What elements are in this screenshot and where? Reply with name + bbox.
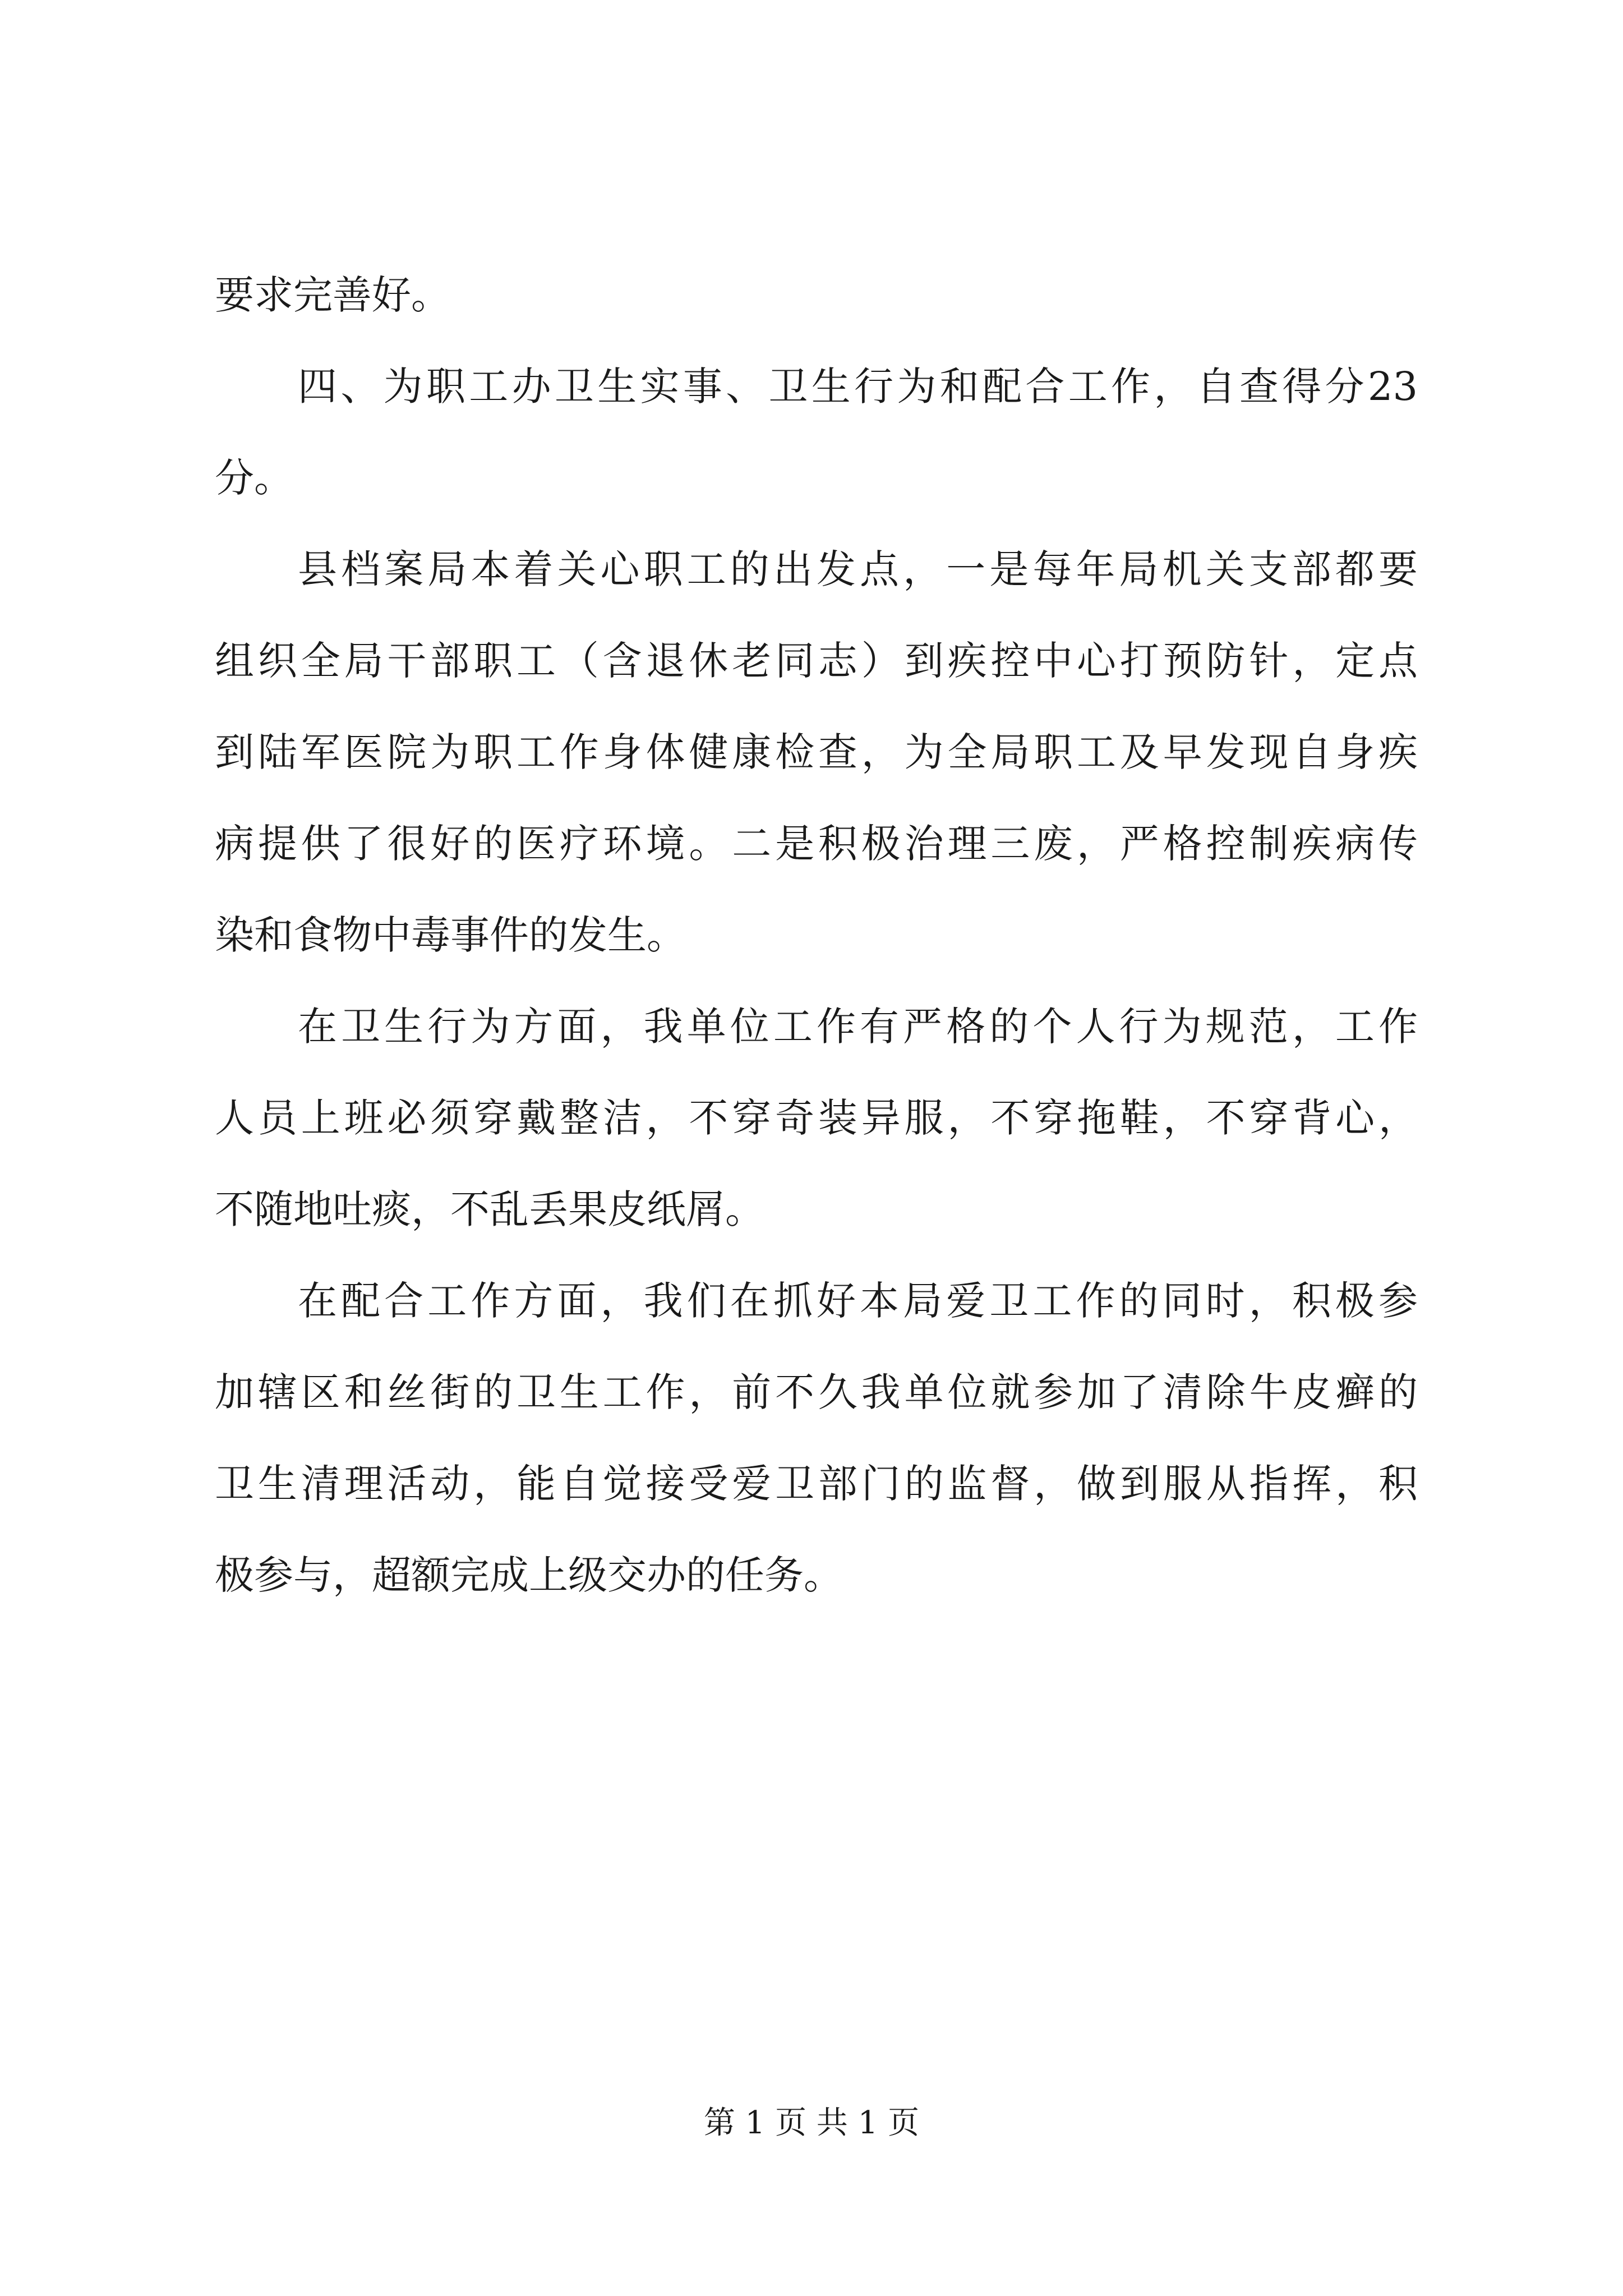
text-line: 人员上班必须穿戴整洁，不穿奇装异服，不穿拖鞋，不穿背心， xyxy=(215,1095,1418,1141)
text-line: 县档案局本着关心职工的出发点，一是每年局机关支部都要 xyxy=(298,546,1418,592)
text-line: 极参与，超额完成上级交办的任务。 xyxy=(215,1552,843,1598)
document-body xyxy=(215,250,1418,1621)
text-line: 在配合工作方面，我们在抓好本局爱卫工作的同时，积极参 xyxy=(298,1278,1418,1324)
text-line: 染和食物中毒事件的发生。 xyxy=(215,912,686,958)
text-line: 不随地吐痰，不乱丢果皮纸屑。 xyxy=(215,1186,764,1232)
text-line: 病提供了很好的医疗环境。二是积极治理三废，严格控制疾病传 xyxy=(215,821,1418,867)
text-line: 四、为职工办卫生实事、卫生行为和配合工作，自查得分23 xyxy=(298,364,1418,409)
text-line: 加辖区和丝街的卫生工作，前不久我单位就参加了清除牛皮癣的 xyxy=(215,1369,1418,1415)
text-line: 组织全局干部职工（含退休老同志）到疾控中心打预防针，定点 xyxy=(215,638,1418,684)
page-number-footer: 第 1 页 共 1 页 xyxy=(703,2105,920,2141)
text-line: 在卫生行为方面，我单位工作有严格的个人行为规范，工作 xyxy=(298,1004,1418,1050)
text-line: 卫生清理活动，能自觉接受爱卫部门的监督，做到服从指挥，积 xyxy=(215,1461,1418,1507)
text-line: 到陆军医院为职工作身体健康检查，为全局职工及早发现自身疾 xyxy=(215,729,1418,775)
text-line: 分。 xyxy=(215,455,293,501)
text-line: 要求完善好。 xyxy=(215,272,450,318)
